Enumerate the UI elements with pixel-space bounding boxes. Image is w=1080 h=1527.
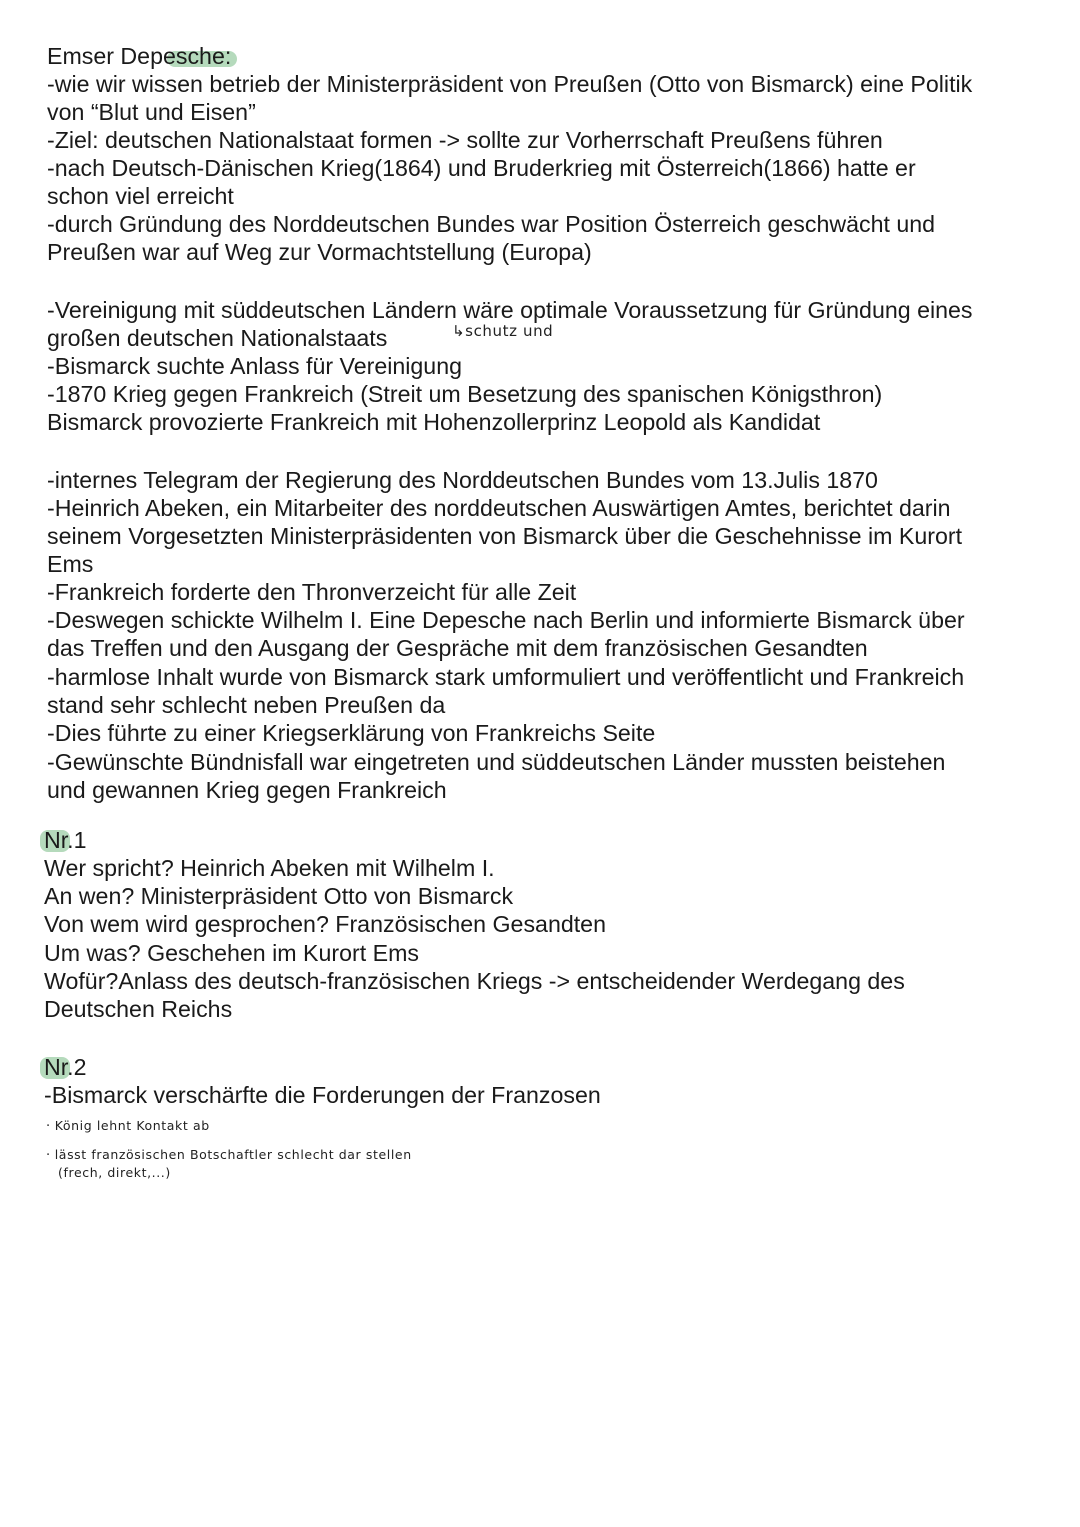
nr1-heading <box>44 826 87 854</box>
paragraph-line: -Bismarck suchte Anlass für Vereinigung <box>47 353 462 379</box>
nr1-line: Wer spricht? Heinrich Abeken mit Wilhelm I. <box>44 855 495 881</box>
handwritten-note-text: lässt französischen Botschaftler schlecht dar stellen <box>54 1147 412 1162</box>
paragraph-line: -Vereinigung mit süddeutschen Ländern wäre optimale Voraussetzung für Gründung eines <box>47 297 973 323</box>
paragraph-line: seinem Vorgesetzten Ministerpräsidenten von Bismarck über die Geschehnisse im Kurort <box>47 523 963 549</box>
nr1-line: Um was? Geschehen im Kurort Ems <box>44 940 419 966</box>
paragraph-line: -Deswegen schickte Wilhelm I. Eine Depesche nach Berlin und informierte Bismarck über <box>47 607 965 633</box>
handwritten-note: (frech, direkt,...) <box>58 1165 171 1180</box>
nr1-heading-text: Nr.1 <box>44 827 87 853</box>
paragraph-line: -1870 Krieg gegen Frankreich (Streit um Besetzung des spanischen Königsthron) <box>47 381 883 407</box>
paragraph-line: -Heinrich Abeken, ein Mitarbeiter des norddeutschen Auswärtigen Amtes, berichtet darin <box>47 495 951 521</box>
paragraph-line: Preußen war auf Weg zur Vormachtstellung (Europa) <box>47 239 592 265</box>
paragraph-line: -durch Gründung des Norddeutschen Bundes war Position Österreich geschwächt und <box>47 211 936 237</box>
nr2-line: -Bismarck verschärfte die Forderungen der Franzosen <box>44 1082 601 1108</box>
handwritten-annotation: ↳schutz und <box>452 322 554 340</box>
paragraph-line: -internes Telegram der Regierung des Norddeutschen Bundes vom 13.Julis 1870 <box>47 467 878 493</box>
handwritten-note-text: König lehnt Kontakt ab <box>54 1118 210 1133</box>
bullet-dot-icon: · <box>46 1119 51 1134</box>
nr1-line: Wofür?Anlass des deutsch-französischen Kriegs -> entscheidender Werdegang des <box>44 968 905 994</box>
paragraph-line: -harmlose Inhalt wurde von Bismarck stark umformuliert und veröffentlicht und Frankreich <box>47 664 965 690</box>
nr1-line: Von wem wird gesprochen? Französischen Gesandten <box>44 911 606 937</box>
nr1-line: An wen? Ministerpräsident Otto von Bismarck <box>44 883 514 909</box>
paragraph-line: Ems <box>47 551 94 577</box>
paragraph-line: schon viel erreicht <box>47 183 234 209</box>
title-highlight <box>47 42 231 70</box>
handwritten-note <box>46 1147 412 1163</box>
paragraph-line: -Frankreich forderte den Thronverzeicht für alle Zeit <box>47 579 577 605</box>
handwritten-note <box>46 1118 210 1134</box>
paragraph-line: -wie wir wissen betrieb der Ministerpräsident von Preußen (Otto von Bismarck) eine Politik <box>47 71 973 97</box>
paragraph-line: stand sehr schlecht neben Preußen da <box>47 692 446 718</box>
document-title <box>47 42 231 70</box>
bullet-dot-icon: · <box>46 1148 51 1163</box>
paragraph-line: -nach Deutsch-Dänischen Krieg(1864) und Bruderkrieg mit Österreich(1866) hatte er <box>47 155 916 181</box>
paragraph-line: -Gewünschte Bündnisfall war eingetreten und süddeutschen Länder mussten beistehen <box>47 749 946 775</box>
nr2-heading <box>44 1053 87 1081</box>
nr1-line: Deutschen Reichs <box>44 996 233 1022</box>
paragraph-line: -Dies führte zu einer Kriegserklärung von Frankreichs Seite <box>47 720 656 746</box>
paragraph-line: großen deutschen Nationalstaats <box>47 325 388 351</box>
nr2-heading-text: Nr.2 <box>44 1054 87 1080</box>
paragraph-line: Bismarck provozierte Frankreich mit Hohenzollerprinz Leopold als Kandidat <box>47 409 821 435</box>
paragraph-line: von “Blut und Eisen” <box>47 99 256 125</box>
paragraph-line: -Ziel: deutschen Nationalstaat formen -> sollte zur Vorherrschaft Preußens führen <box>47 127 883 153</box>
title-text: Emser Depesche: <box>47 43 232 69</box>
nr2-highlight <box>44 1053 87 1081</box>
nr1-highlight <box>44 826 87 854</box>
paragraph-line: und gewannen Krieg gegen Frankreich <box>47 777 447 803</box>
paragraph-line: das Treffen und den Ausgang der Gespräche mit dem französischen Gesandten <box>47 635 868 661</box>
